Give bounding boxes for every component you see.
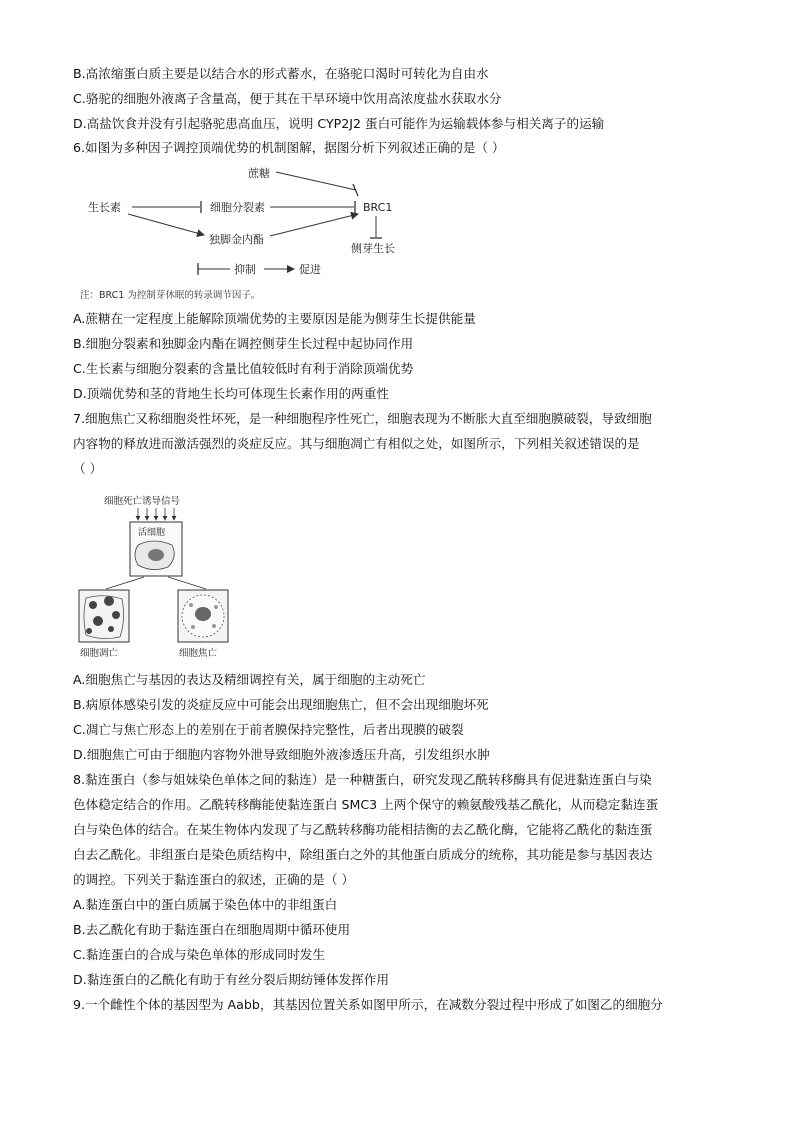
node-cytokinin: 细胞分裂素 [210,201,265,214]
signal-arrows [138,508,174,520]
edge-sucrose-brc1 [276,172,356,190]
apoptosis-label: 细胞凋亡 [80,648,119,659]
q7-figure [76,493,236,665]
q8-option-d: D.黏连蛋白的乙酰化有助于有丝分裂后期纺锤体发挥作用 [73,972,389,987]
q8-option-b: B.去乙酰化有助于黏连蛋白在细胞周期中循环使用 [73,922,351,937]
node-auxin: 生长素 [88,201,121,214]
node-lateral-bud: 侧芽生长 [351,242,395,255]
q7-stem-line3: （ ） [73,461,103,476]
node-strigolactone: 独脚金内酯 [209,233,264,246]
q5-option-c: C.骆驼的细胞外液离子含量高，便于其在干旱环境中饮用高浓度盐水获取水分 [73,91,502,106]
edge-auxin-strigolactone [128,214,204,235]
q8-stem-line1: 8.黏连蛋白（参与姐妹染色单体之间的黏连）是一种糖蛋白，研究发现乙酰转移酶具有促进黏连蛋白与染 [73,772,652,787]
q6-option-b: B.细胞分裂素和独脚金内酯在调控侧芽生长过程中起协同作用 [73,336,414,351]
q7-option-a: A.细胞焦亡与基因的表达及精细调控有关，属于细胞的主动死亡 [73,672,426,687]
legend-inhibit: 抑制 [234,263,256,276]
legend-promote: 促进 [299,263,321,276]
q5-option-b: B.高浓缩蛋白质主要是以结合水的形式蓄水，在骆驼口渴时可转化为自由水 [73,66,489,81]
diagram-note: 注：BRC1 为控制芽休眠的转录调节因子。 [80,290,261,301]
q7-stem-line2: 内容物的释放进而激活强烈的炎症反应。其与细胞凋亡有相似之处，如图所示，下列相关叙述错误的是 [73,436,640,451]
node-sucrose: 蔗糖 [248,167,270,180]
q7-option-c: C.凋亡与焦亡形态上的差别在于前者膜保持完整性，后者出现膜的破裂 [73,722,464,737]
q6-diagram [80,160,420,305]
q6-option-a: A.蔗糖在一定程度上能解除顶端优势的主要原因是能为侧芽生长提供能量 [73,311,476,326]
live-cell-label: 活细胞 [138,528,166,538]
pyroptosis-label: 细胞焦亡 [179,648,218,659]
q9-stem-line1: 9.一个雌性个体的基因型为 Aabb，其基因位置关系如图甲所示，在减数分裂过程中形成了如图乙的细胞分 [73,997,663,1012]
q6-option-c: C.生长素与细胞分裂素的含量比值较低时有利于消除顶端优势 [73,361,414,376]
q8-stem-line5: 的调控。下列关于黏连蛋白的叙述，正确的是（ ） [73,872,355,887]
signal-label: 细胞死亡诱导信号 [104,496,181,507]
q6-option-d: D.顶端优势和茎的背地生长均可体现生长素作用的两重性 [73,386,389,401]
q5-option-d: D.高盐饮食并没有引起骆驼患高血压，说明 CYP2J2 蛋白可能作为运输载体参与相关离子的运输 [73,116,605,131]
q7-option-d: D.细胞焦亡可由于细胞内容物外泄导致细胞外液渗透压升高，引发组织水肿 [73,747,490,762]
q8-option-a: A.黏连蛋白中的蛋白质属于染色体中的非组蛋白 [73,897,338,912]
q7-option-b: B.病原体感染引发的炎症反应中可能会出现细胞焦亡，但不会出现细胞坏死 [73,697,489,712]
q7-stem-line1: 7.细胞焦亡又称细胞炎性坏死，是一种细胞程序性死亡，细胞表现为不断胀大直至细胞膜破裂，导致细胞 [73,411,652,426]
q8-stem-line3: 白与染色体的结合。在某生物体内发现了与乙酰转移酶功能相拮衡的去乙酰化酶，它能将乙酰化的黏连蛋 [73,822,653,837]
q8-option-c: C.黏连蛋白的合成与染色单体的形成同时发生 [73,947,326,962]
q8-stem-line2: 色体稳定结合的作用。乙酰转移酶能使黏连蛋白 SMC3 上两个保守的赖氨酸残基乙酰化，从而稳定黏连蛋 [73,797,659,812]
edge-strigolactone-brc1 [270,214,358,236]
q6-stem: 6.如图为多种因子调控顶端优势的机制图解，据图分析下列叙述正确的是（ ） [73,140,505,155]
node-brc1: BRC1 [363,201,393,214]
q8-stem-line4: 白去乙酰化。非组蛋白是染色质结构中，除组蛋白之外的其他蛋白质成分的统称，其功能是参与基因表达 [73,847,653,862]
